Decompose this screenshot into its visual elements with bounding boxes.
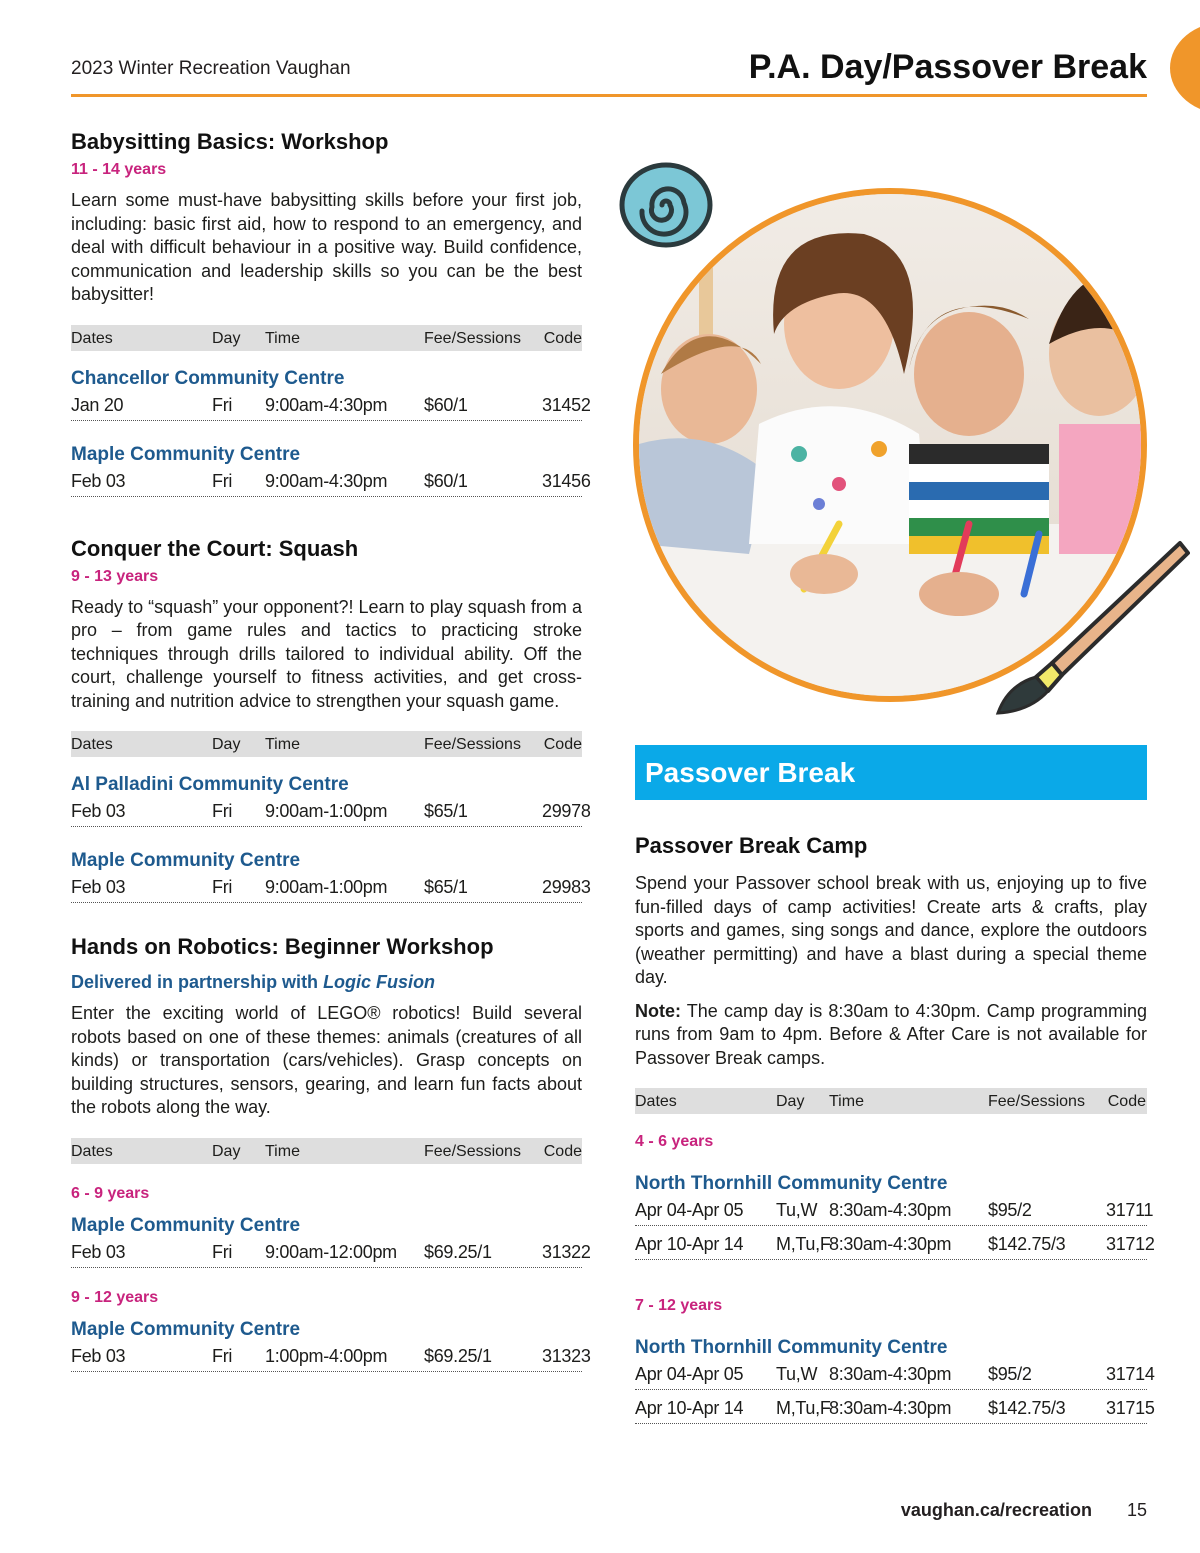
cell-fee: $65/1 [424, 801, 468, 821]
right-column [635, 745, 1155, 1424]
cell-time: 8:30am-4:30pm [829, 1234, 952, 1254]
col-time: Time [265, 1142, 300, 1160]
cell-fee: $142.75/3 [988, 1234, 1066, 1254]
header-divider [71, 94, 1147, 97]
cell-day: M,Tu,F [776, 1234, 831, 1254]
table-header [71, 1138, 582, 1164]
col-fee: Fee/Sessions [988, 1093, 1085, 1110]
course-description: Learn some must-have babysitting skills before your first job, including: basic first aid, how to respond to an emergency, and deal with difficult behaviour in a positive way. Build confidence, communication and leadership skills so you can be the best babysitter! [71, 190, 582, 304]
cell-dates: Feb 03 [71, 1345, 126, 1366]
corner-tab [1170, 22, 1200, 114]
col-fee: Fee/Sessions [424, 329, 521, 347]
course-babysitting [71, 128, 591, 497]
venue-name: Al Palladini Community Centre [71, 774, 349, 795]
paintbrush-icon [990, 535, 1190, 720]
cell-fee: $65/1 [424, 877, 468, 897]
cell-dates: Feb 03 [71, 470, 126, 491]
col-code: Code [543, 329, 582, 347]
cell-time: 9:00am-4:30pm [265, 470, 388, 491]
col-day: Day [776, 1093, 805, 1110]
col-code: Code [1107, 1093, 1146, 1110]
cell-time: 1:00pm-4:00pm [265, 1345, 388, 1366]
table-header [635, 1088, 1147, 1114]
course-squash [71, 535, 591, 904]
course-title: Babysitting Basics: Workshop [71, 129, 389, 154]
cell-day: Fri [212, 1345, 233, 1366]
col-day: Day [212, 329, 241, 347]
cell-day: Fri [212, 470, 233, 491]
cell-fee: $69.25/1 [424, 1241, 492, 1262]
cell-code: 31456 [542, 470, 591, 491]
age-range: 9 - 13 years [71, 567, 159, 585]
cell-dates: Apr 04-Apr 05 [635, 1200, 744, 1220]
partner-line [71, 971, 582, 993]
cell-time: 8:30am-4:30pm [829, 1398, 952, 1418]
table-header [71, 731, 582, 757]
venue-name: Chancellor Community Centre [71, 367, 345, 389]
partner-name: Logic Fusion [323, 972, 436, 992]
left-column [71, 128, 591, 1372]
col-fee: Fee/Sessions [424, 736, 521, 753]
venue-name: Maple Community Centre [71, 1214, 301, 1236]
cell-dates: Apr 10-Apr 14 [635, 1398, 744, 1418]
table-row [71, 1342, 591, 1372]
cell-fee: $69.25/1 [424, 1345, 492, 1366]
cell-code: 31714 [1106, 1364, 1155, 1384]
cell-day: Fri [212, 394, 233, 415]
course-description: Ready to “squash” your opponent?! Learn to play squash from a pro – from game rules and tactics to practicing stroke techniques through drills tailored to individual ability. Off the court, challenge yourself to fitness activities, and get cross-training and nutrition advice to strengthen your squash game. [71, 596, 582, 711]
cell-day: Fri [212, 801, 233, 821]
course-title: Conquer the Court: Squash [71, 535, 359, 561]
venue-name: North Thornhill Community Centre [635, 1337, 948, 1358]
note-text: The camp day is 8:30am to 4:30pm. Camp programming runs from 9am to 4pm. Before & After Care is not available for Passover Break camps. [635, 1000, 1147, 1068]
col-code: Code [543, 1142, 582, 1160]
col-code: Code [543, 736, 582, 753]
course-robotics [71, 933, 591, 1372]
course-note [635, 1000, 1147, 1071]
col-time: Time [265, 736, 300, 753]
table-row [71, 797, 591, 827]
footer-url[interactable]: vaughan.ca/recreation [900, 1500, 1092, 1520]
venue-name: Maple Community Centre [71, 443, 301, 465]
cell-dates: Jan 20 [71, 394, 124, 415]
page-title: P.A. Day/Passover Break [748, 48, 1147, 86]
note-label: Note: [635, 1000, 681, 1021]
cell-code: 29978 [542, 801, 591, 821]
cell-dates: Feb 03 [71, 801, 126, 821]
table-row [71, 873, 591, 903]
table-row [635, 1360, 1155, 1390]
partner-prefix: Delivered in partnership with [71, 972, 324, 992]
venue-name: Maple Community Centre [71, 850, 301, 871]
age-range: 11 - 14 years [71, 161, 167, 178]
age-range: 9 - 12 years [71, 1288, 159, 1306]
course-description: Spend your Passover school break with us, enjoying up to five fun-filled days of camp activities! Create arts & crafts, play sports and games, sing songs and dance, explore the outdoors (weather permitting) and have a blast during a special theme day. [635, 873, 1147, 987]
cell-code: 31712 [1106, 1234, 1155, 1254]
col-time: Time [829, 1093, 864, 1110]
table-row [635, 1196, 1154, 1226]
cell-code: 31715 [1106, 1398, 1155, 1418]
cell-code: 31711 [1106, 1200, 1154, 1220]
table-row [71, 467, 591, 497]
venue-name: Maple Community Centre [71, 1318, 301, 1340]
age-range: 7 - 12 years [635, 1297, 723, 1314]
col-dates: Dates [71, 736, 113, 753]
col-dates: Dates [71, 1142, 113, 1160]
course-title: Passover Break Camp [635, 833, 868, 858]
cell-time: 9:00am-4:30pm [265, 394, 388, 415]
cell-fee: $142.75/3 [988, 1398, 1066, 1418]
cell-fee: $95/2 [988, 1200, 1032, 1220]
course-title: Hands on Robotics: Beginner Workshop [71, 934, 494, 959]
age-range: 4 - 6 years [635, 1133, 714, 1150]
table-row [635, 1394, 1155, 1424]
col-dates: Dates [635, 1093, 677, 1110]
col-time: Time [265, 329, 300, 347]
course-description: Enter the exciting world of LEGO® robotics! Build several robots based on one of these themes: animals (creatures of all kinds) or transportation (cars/vehicles). Grasp concepts on building structures, sensors, gearing, and learn fun facts about the robots along the way. [71, 1003, 582, 1117]
cell-time: 9:00am-12:00pm [265, 1241, 397, 1262]
cell-day: Fri [212, 877, 233, 897]
cell-dates: Feb 03 [71, 1241, 126, 1262]
publication-title: 2023 Winter Recreation Vaughan [71, 58, 351, 79]
cell-day: Tu,W [776, 1200, 818, 1220]
cell-fee: $60/1 [424, 470, 468, 491]
age-range: 6 - 9 years [71, 1184, 150, 1202]
table-row [71, 1238, 591, 1268]
table-row [635, 1230, 1155, 1260]
cell-day: M,Tu,F [776, 1398, 831, 1418]
cell-time: 9:00am-1:00pm [265, 801, 388, 821]
cell-fee: $60/1 [424, 394, 468, 415]
cell-day: Tu,W [776, 1364, 818, 1384]
cell-day: Fri [212, 1241, 233, 1262]
venue-name: North Thornhill Community Centre [635, 1173, 948, 1194]
cell-code: 31323 [542, 1345, 591, 1366]
table-header [71, 325, 582, 351]
page-footer [901, 1500, 1147, 1521]
cell-dates: Feb 03 [71, 877, 126, 897]
cell-code: 31322 [542, 1241, 591, 1262]
cell-time: 8:30am-4:30pm [829, 1200, 952, 1220]
cell-fee: $95/2 [988, 1364, 1032, 1384]
table-row [71, 391, 591, 421]
col-fee: Fee/Sessions [424, 1142, 521, 1160]
cell-code: 31452 [542, 394, 591, 415]
col-day: Day [212, 1142, 241, 1160]
cell-time: 9:00am-1:00pm [265, 877, 388, 897]
col-dates: Dates [71, 329, 113, 347]
cell-dates: Apr 04-Apr 05 [635, 1364, 744, 1384]
cell-time: 8:30am-4:30pm [829, 1364, 952, 1384]
page-number: 15 [1126, 1500, 1147, 1520]
col-day: Day [212, 736, 241, 753]
cell-dates: Apr 10-Apr 14 [635, 1234, 744, 1254]
cell-code: 29983 [542, 877, 591, 897]
section-banner: Passover Break [635, 745, 1147, 800]
